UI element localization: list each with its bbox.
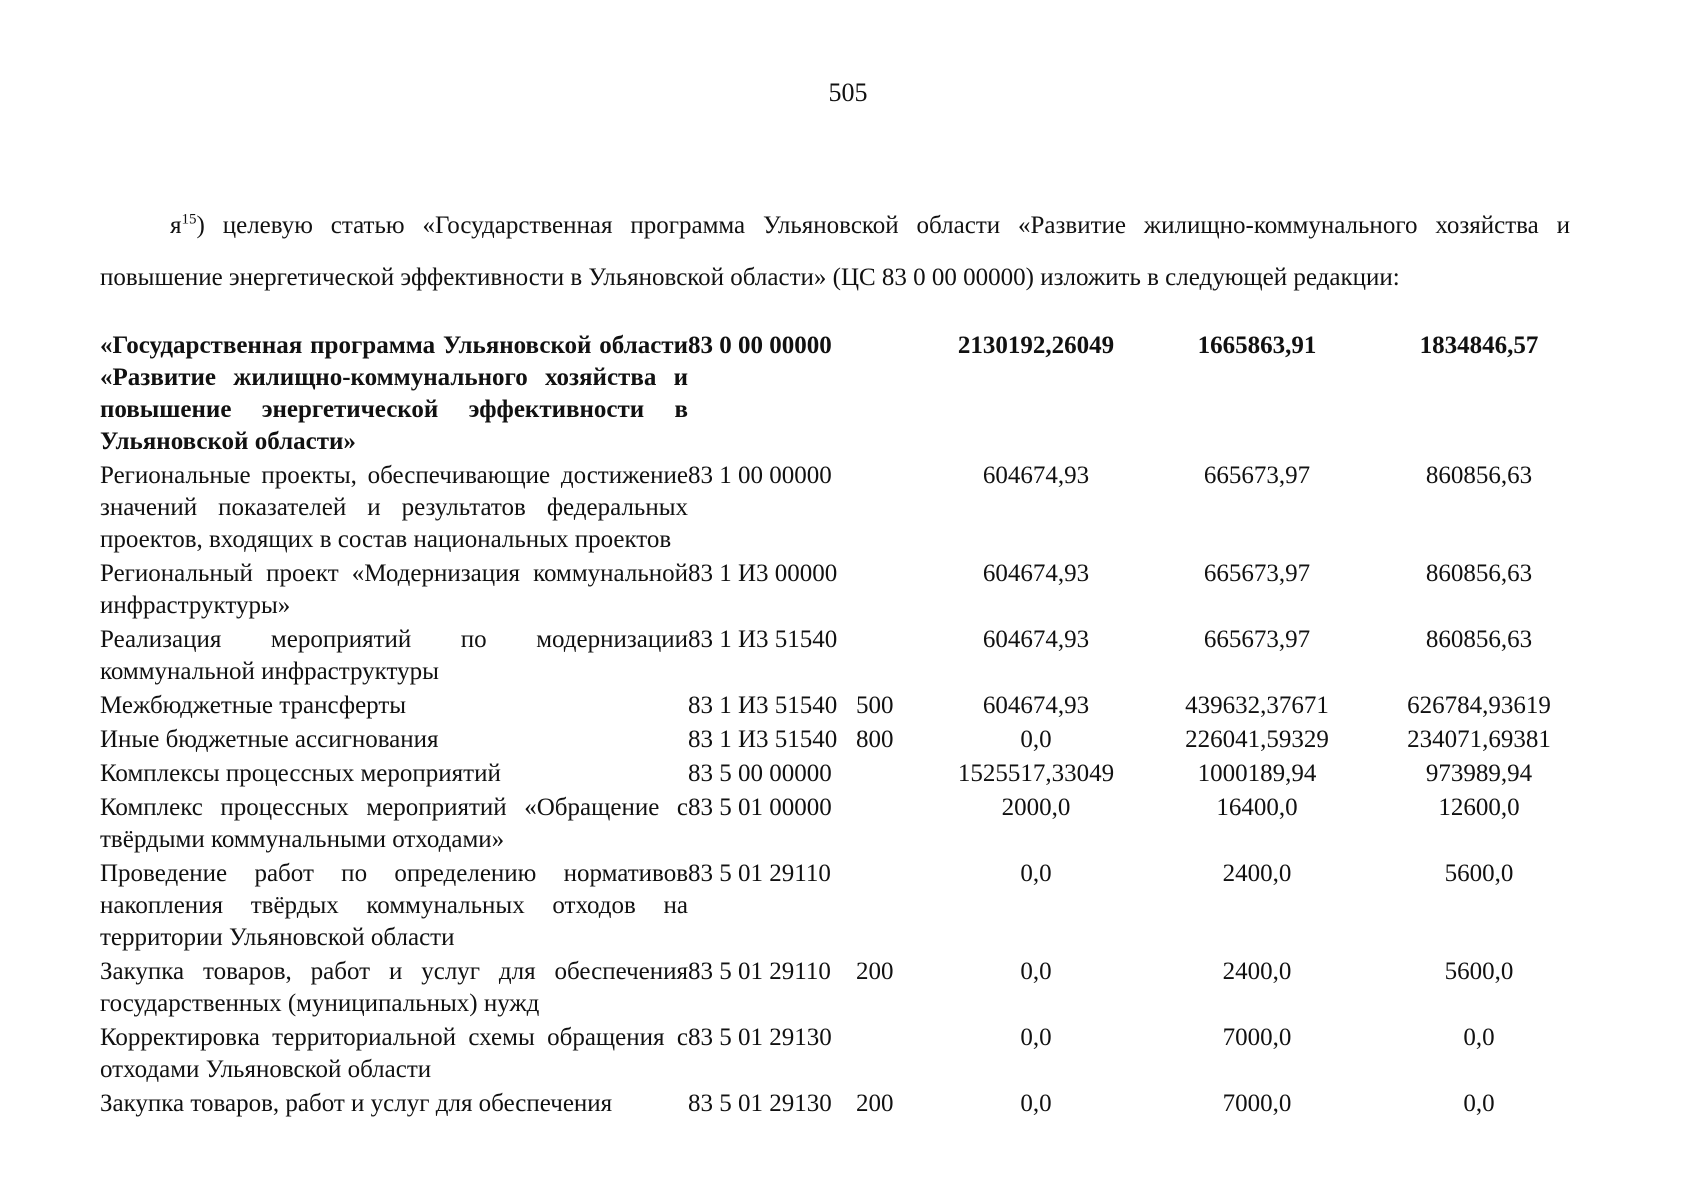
row-name: Комплексы процессных мероприятий (100, 760, 501, 787)
table-row (100, 956, 1590, 1022)
row-name: Комплекс процессных мероприятий «Обращение с твёрдыми коммунальными отходами» (100, 794, 688, 853)
table-row (100, 858, 1590, 956)
expense-type-code (856, 460, 926, 558)
table-row (100, 792, 1590, 858)
budget-table (100, 330, 1590, 1122)
expense-type-code: 800 (856, 726, 894, 753)
amount-year-3: 234071,69381 (1407, 726, 1551, 753)
amount-year-1: 0,0 (1020, 1024, 1052, 1051)
table-row (100, 460, 1590, 558)
target-code: 83 5 01 29110 (688, 860, 831, 887)
amount-year-1: 0,0 (1020, 726, 1052, 753)
amount-year-3: 626784,93619 (1407, 692, 1551, 719)
amount-year-3: 973989,94 (1425, 760, 1533, 787)
table-row (100, 1022, 1590, 1088)
row-name: Реализация мероприятий по модернизации коммунальной инфраструктуры (100, 626, 688, 685)
amount-year-1: 1525517,33049 (957, 760, 1115, 787)
amount-year-2: 2400,0 (1222, 958, 1292, 985)
row-name: Закупка товаров, работ и услуг для обеспечения государственных (муниципальных) нужд (100, 958, 688, 1017)
amount-year-1: 2130192,26049 (957, 332, 1115, 359)
intro-marker-superscript: 15 (181, 211, 197, 228)
row-name: Межбюджетные трансферты (100, 692, 407, 719)
amount-year-2: 7000,0 (1222, 1090, 1292, 1117)
expense-type-code (856, 330, 926, 460)
target-code: 83 5 01 29110 (688, 958, 831, 985)
amount-year-2: 2400,0 (1222, 860, 1292, 887)
table-row (100, 758, 1590, 792)
amount-year-3: 0,0 (1463, 1090, 1495, 1117)
amount-year-2: 1000189,94 (1197, 760, 1317, 787)
row-name: Региональный проект «Модернизация коммунальной инфраструктуры» (100, 560, 688, 619)
expense-type-code (856, 858, 926, 956)
amount-year-1: 0,0 (1020, 860, 1052, 887)
target-code: 83 5 00 00000 (688, 760, 832, 787)
amount-year-2: 665673,97 (1203, 560, 1311, 587)
amount-year-1: 0,0 (1020, 1090, 1052, 1117)
expense-type-code (856, 792, 926, 858)
target-code: 83 5 01 29130 (688, 1024, 832, 1051)
expense-type-code: 200 (856, 1090, 894, 1117)
amount-year-1: 604674,93 (982, 626, 1090, 653)
amount-year-1: 2000,0 (1001, 794, 1071, 821)
target-code: 83 1 И3 51540 (688, 692, 838, 719)
expense-type-code (856, 558, 926, 624)
table-row (100, 558, 1590, 624)
amount-year-2: 16400,0 (1216, 794, 1298, 821)
target-code: 83 1 И3 51540 (688, 626, 838, 653)
row-name: «Государственная программа Ульяновской области «Развитие жилищно-коммунального хозяйства и повышение энергетической эффективности в Ульяновской области» (100, 332, 688, 455)
amount-year-3: 860856,63 (1425, 626, 1533, 653)
table-row (100, 330, 1590, 460)
amount-year-1: 0,0 (1020, 958, 1052, 985)
target-code: 83 1 00 00000 (688, 462, 832, 489)
amount-year-3: 5600,0 (1444, 958, 1514, 985)
amount-year-1: 604674,93 (982, 462, 1090, 489)
row-name: Корректировка территориальной схемы обращения с отходами Ульяновской области (100, 1024, 688, 1083)
table-row (100, 724, 1590, 758)
amount-year-3: 12600,0 (1438, 794, 1520, 821)
intro-paragraph (100, 200, 1570, 304)
amount-year-2: 226041,59329 (1185, 726, 1329, 753)
target-code: 83 5 01 00000 (688, 794, 832, 821)
row-name: Иные бюджетные ассигнования (100, 726, 439, 753)
expense-type-code (856, 624, 926, 690)
amount-year-2: 665673,97 (1203, 462, 1311, 489)
amount-year-3: 860856,63 (1425, 560, 1533, 587)
target-code: 83 5 01 29130 (688, 1090, 832, 1117)
row-name: Проведение работ по определению нормативов накопления твёрдых коммунальных отходов на территории Ульяновской области (100, 860, 688, 951)
budget-table-body (100, 330, 1590, 1122)
table-row (100, 1088, 1590, 1122)
amount-year-2: 439632,37671 (1185, 692, 1329, 719)
amount-year-2: 1665863,91 (1197, 332, 1317, 359)
amount-year-3: 1834846,57 (1419, 332, 1539, 359)
row-name: Закупка товаров, работ и услуг для обеспечения (100, 1090, 613, 1117)
target-code: 83 1 И3 51540 (688, 726, 838, 753)
target-code: 83 0 00 00000 (688, 332, 832, 359)
expense-type-code: 200 (856, 958, 894, 985)
amount-year-1: 604674,93 (982, 692, 1090, 719)
amount-year-1: 604674,93 (982, 560, 1090, 587)
intro-marker: я (170, 212, 182, 239)
row-name: Региональные проекты, обеспечивающие достижение значений показателей и результатов федеральных проектов, входящих в состав национальных проектов (100, 462, 688, 553)
expense-type-code: 500 (856, 692, 894, 719)
amount-year-3: 0,0 (1463, 1024, 1495, 1051)
expense-type-code (856, 758, 926, 792)
amount-year-3: 860856,63 (1425, 462, 1533, 489)
table-row (100, 690, 1590, 724)
expense-type-code (856, 1022, 926, 1088)
amount-year-2: 7000,0 (1222, 1024, 1292, 1051)
amount-year-2: 665673,97 (1203, 626, 1311, 653)
intro-text: ) целевую статью «Государственная программа Ульяновской области «Развитие жилищно-коммунального хозяйства и повышение энергетической эффективности в Ульяновской области» (ЦС 83 0 00 00000) изложить в следующей редакции: (100, 212, 1570, 291)
target-code: 83 1 И3 00000 (688, 560, 838, 587)
page-number: 505 (828, 78, 868, 107)
amount-year-3: 5600,0 (1444, 860, 1514, 887)
table-row (100, 624, 1590, 690)
